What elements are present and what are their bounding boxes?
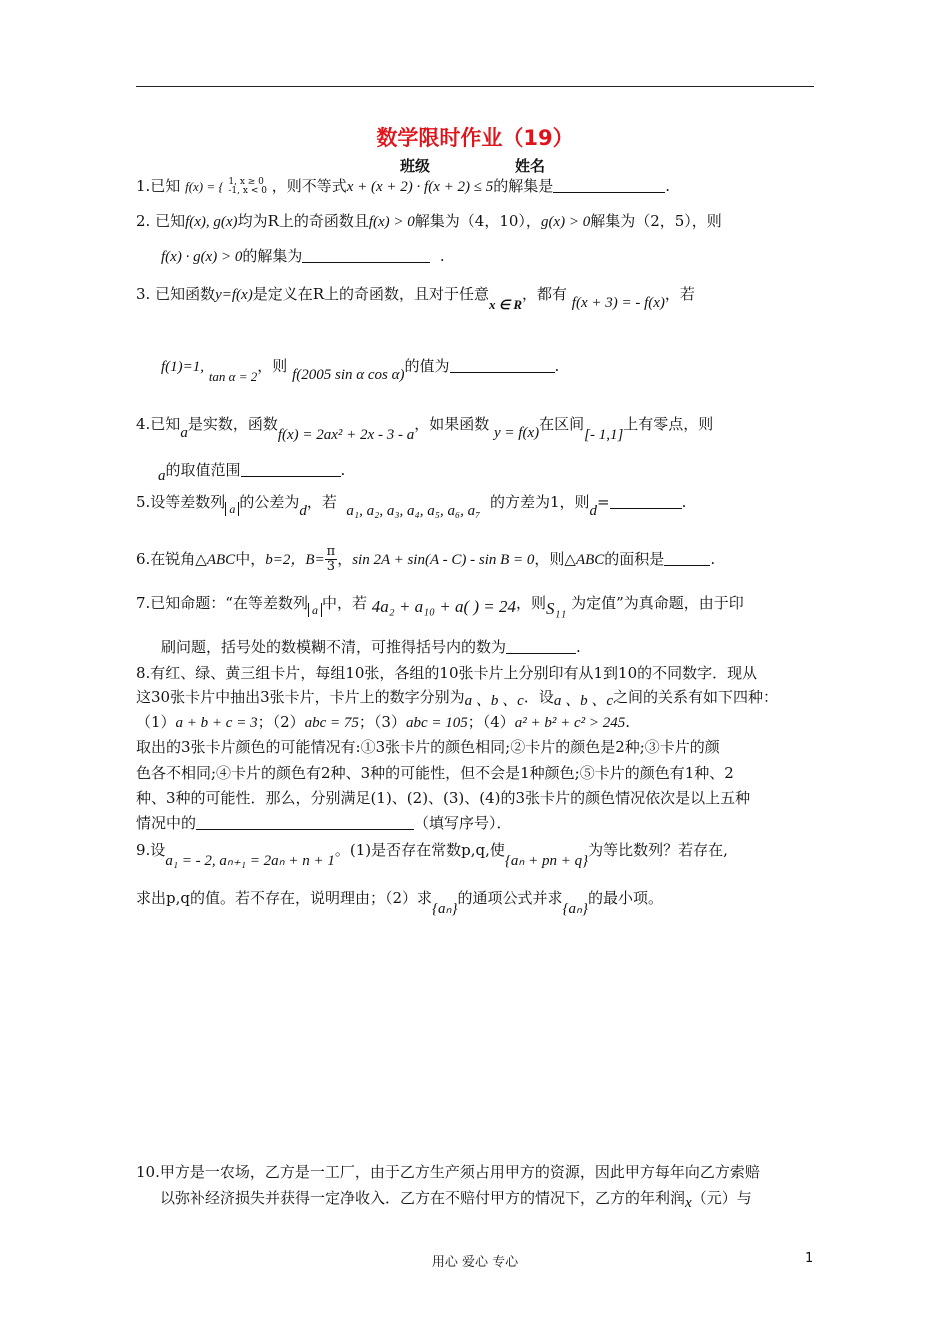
answer-blank[interactable] bbox=[506, 639, 576, 654]
page-footer: 用心 爱心 专心 bbox=[431, 1255, 519, 1270]
question-2-line-2: f(x) · g(x) > 0的解集为 . bbox=[161, 247, 445, 265]
question-3: 3. 已知函数y=f(x)是定义在R上的奇函数，且对于任意x ∈ R，都有 f(x + 3) = - f(x)，若 bbox=[136, 285, 695, 312]
question-1: 1.已知 f(x) = { 1, x ≥ 0 -1, x < 0 ，则不等式x + (x + 2) · f(x + 2) ≤ 5的解集是 . bbox=[136, 177, 671, 196]
question-8: 8.有红、绿、黄三组卡片，每组10张，各组的10张卡片上分别印有从1到10的不同数字．现从 bbox=[136, 664, 758, 682]
question-10-line-2: 以弥补经济损失并获得一定净收入．乙方在不赔付甲方的情况下，乙方的年利润x（元）与 bbox=[160, 1189, 752, 1211]
question-4: 4.已知a是实数，函数f(x) = 2ax² + 2x - 3 - a，如果函数 y = f(x)在区间[- 1,1]上有零点，则 bbox=[136, 415, 714, 443]
question-2: 2. 已知f(x), g(x)均为R上的奇函数且f(x) > 0解集为（4，10），g(x) > 0解集为（2，5），则 bbox=[136, 212, 722, 230]
name-label: 姓名 bbox=[515, 157, 546, 175]
answer-blank[interactable] bbox=[610, 494, 682, 509]
question-8-line-7: 情况中的 （填写序号）． bbox=[136, 814, 512, 832]
question-8-line-4: 取出的3张卡片颜色的可能情况有:①3张卡片的颜色相同;②卡片的颜色是2种;③卡片的颜 bbox=[136, 738, 720, 756]
answer-blank[interactable] bbox=[664, 551, 710, 566]
question-4-line-2: a的取值范围 . bbox=[158, 461, 346, 484]
question-10: 10.甲方是一农场，乙方是一工厂，由于乙方生产须占用甲方的资源，因此甲方每年向乙方索赔 bbox=[136, 1163, 760, 1181]
pi-over-3-fraction: $\frac{\pi}{3}$ bbox=[326, 544, 336, 575]
question-7: 7.已知命题：“在等差数列 a 中，若 4a₂ + a₁₀ + a( ) = 24，则S₁₁ 为定值”为真命题，由于印 bbox=[136, 594, 744, 618]
answer-blank[interactable] bbox=[241, 462, 341, 477]
question-7-line-2: 刷问题，括号处的数模糊不清，可推得括号内的数为 . bbox=[161, 638, 581, 656]
question-9: 9.设a₁ = - 2, aₙ₊₁ = 2aₙ + n + 1。(1)是否存在常数p,q,使{aₙ + pn + q}为等比数列？若存在, bbox=[136, 841, 728, 869]
question-8-line-5: 色各不相同;④卡片的颜色有2种、3种的可能性，但不会是1种颜色;⑤卡片的颜色有1种、2 bbox=[136, 764, 734, 782]
page-title: 数学限时作业（19） bbox=[376, 126, 574, 150]
question-5: 5.设等差数列 a 的公差为d，若 a₁, a₂, a₃, a₄, a₅, a₆, a₇ 的方差为1，则d= . bbox=[136, 493, 687, 519]
header-rule bbox=[136, 86, 814, 87]
class-label: 班级 bbox=[400, 157, 431, 175]
question-6: 6.在锐角△ABC中，b=2，B= $\frac{\pi}{3}$ ，sin 2A + sin(A - C) - sin B = 0，则△ABC的面积是 . bbox=[136, 544, 716, 575]
question-8-line-3: （1）a + b + c = 3；（2）abc = 75；（3）abc = 105；（4）a² + b² + c² > 245. bbox=[136, 713, 631, 731]
question-8-line-6: 种、3种的可能性．那么，分别满足(1)、(2)、(3)、(4)的3张卡片的颜色情况依次是以上五种 bbox=[136, 789, 751, 807]
question-3-line-2: f(1)=1, tan α = 2，则 f(2005 sin α cos α)的值为 . bbox=[161, 357, 560, 384]
piecewise-cases: 1, x ≥ 0 -1, x < 0 bbox=[228, 177, 267, 196]
question-8-line-2: 这30张卡片中抽出3张卡片，卡片上的数字分别为a 、b 、c．设a 、b 、c之间的关系有如下四种： bbox=[136, 688, 779, 709]
answer-blank[interactable] bbox=[196, 815, 414, 830]
question-9-line-2: 求出p,q的值。若不存在，说明理由；（2）求{aₙ}的通项公式并求{aₙ}的最小项。 bbox=[136, 889, 664, 917]
answer-blank[interactable] bbox=[302, 248, 430, 263]
page-number: 1 bbox=[805, 1251, 814, 1266]
answer-blank[interactable] bbox=[553, 178, 665, 193]
answer-blank[interactable] bbox=[450, 358, 555, 373]
